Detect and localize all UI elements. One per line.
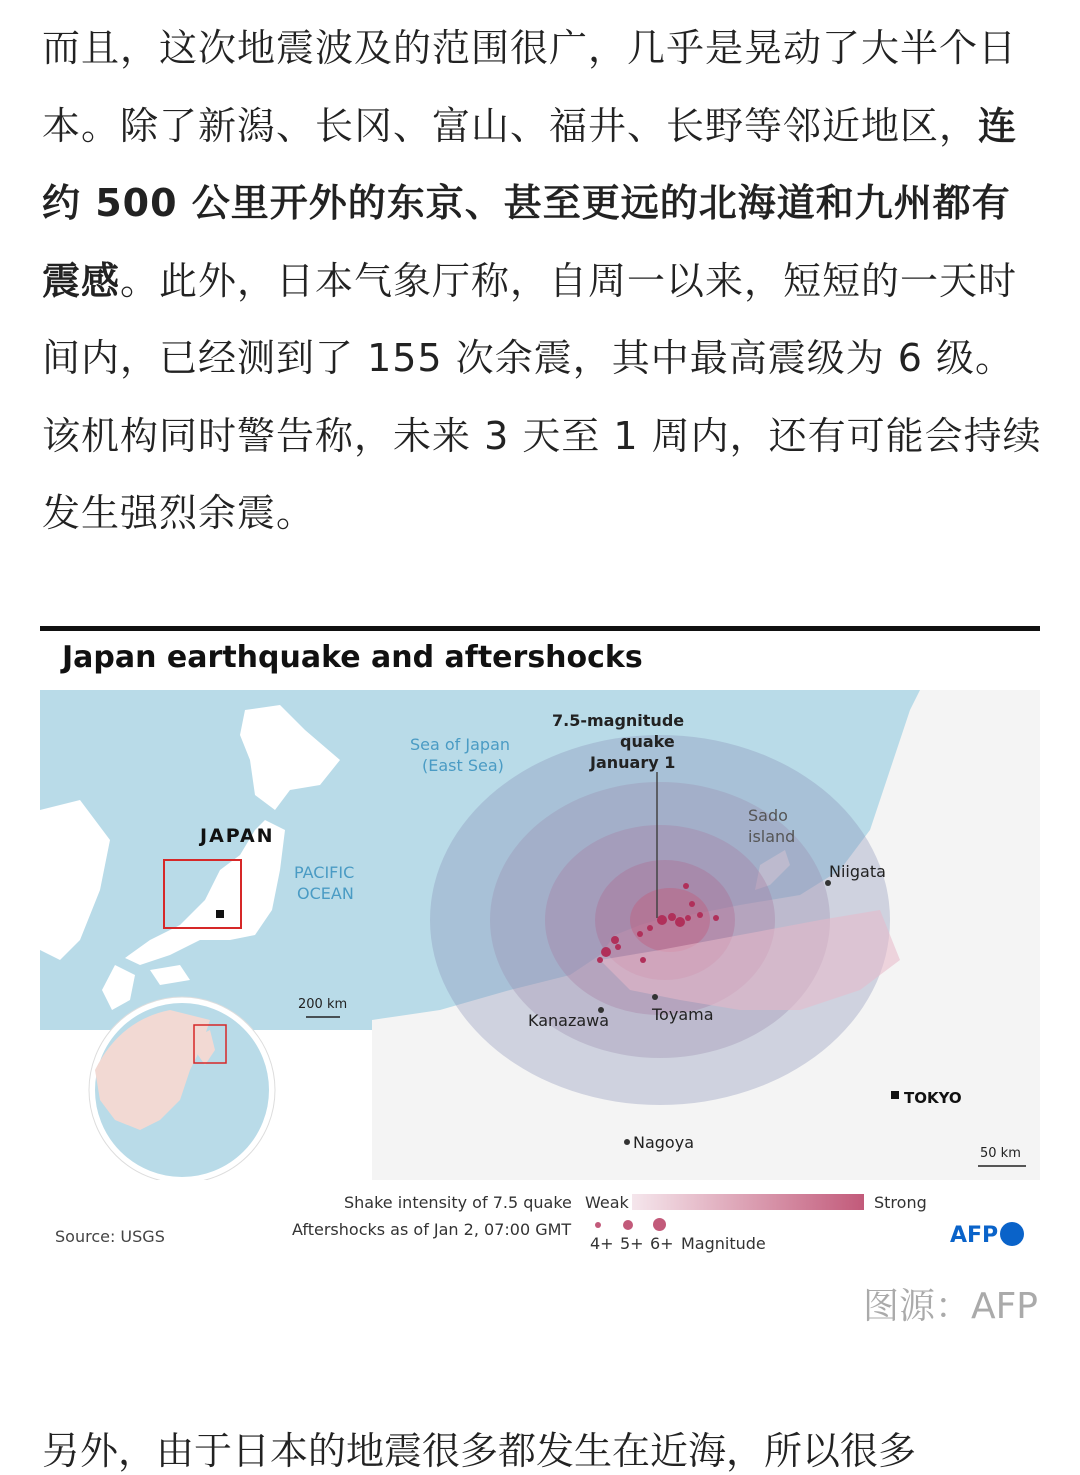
aftershock-dot [675,917,685,927]
quake-label-1: 7.5-magnitude [552,711,685,730]
aftershock-dot [615,944,621,950]
pacific-label-2: OCEAN [297,884,354,903]
scale-detail-label: 50 km [980,1146,1021,1161]
figure-top-rule [40,626,1040,631]
article-paragraph [42,10,1042,553]
paragraph-text-b: 。此外，日本气象厅称，自周一以来，短短的一天时间内，已经测到了 155 次余震，其中最高震级为 6 级。该机构同时警告称，未来 3 天至 1 周内，还有可能会持续发生强烈余震。 [42,258,1042,535]
legend-shake-label: Shake intensity of 7.5 quake [344,1193,572,1212]
nagoya-label: Nagoya [633,1133,694,1152]
afp-logo [950,1222,1024,1248]
magnitude-label: Magnitude [681,1234,766,1253]
aftershock-dot [657,915,667,925]
afp-logo-dot [1000,1222,1024,1246]
tokyo-label: TOKYO [904,1089,962,1107]
mag-6-label: 6+ [650,1234,674,1253]
sea-of-japan-label-1: Sea of Japan [410,735,511,754]
sea-of-japan-label-2: (East Sea) [422,756,504,775]
mag-5-label: 5+ [620,1234,644,1253]
aftershock-dot [689,901,695,907]
image-caption: 图源：AFP [862,1286,1038,1327]
toyama-label: Toyama [652,1005,714,1024]
figure-title: Japan earthquake and aftershocks [62,640,643,675]
paragraph-text-a: 而且，这次地震波及的范围很广，几乎是晃动了大半个日本。除了新潟、长冈、富山、福井、长野等邻近地区， [42,26,1018,148]
legend-strong-label: Strong [874,1193,927,1212]
aftershock-dot [713,915,719,921]
figure-source: Source: USGS [55,1227,165,1246]
aftershock-dot [647,925,653,931]
afp-logo-text: AFP [950,1223,999,1248]
aftershock-dot [611,936,619,944]
sado-label-2: island [748,827,796,846]
aftershock-dot [640,957,646,963]
aftershock-dot [637,931,643,937]
sado-label-1: Sado [748,806,788,825]
legend-weak-label: Weak [585,1193,629,1212]
mag-dot-6 [653,1218,666,1231]
mag-4-label: 4+ [590,1234,614,1253]
nagoya-marker [624,1139,630,1145]
japan-label: JAPAN [200,825,275,847]
toyama-marker [652,994,658,1000]
aftershock-dot [683,883,689,889]
earthquake-map [40,690,1040,1180]
aftershock-dot [601,947,611,957]
tokyo-marker-overview [216,910,224,918]
quake-label-2: quake [620,732,675,751]
mag-dot-4 [595,1222,601,1228]
pacific-label-1: PACIFIC [294,863,355,882]
tokyo-marker [891,1091,899,1099]
paragraph-bold-text: 连约 500 公里开外的东京、甚至更远的北海道和九州都有震感 [42,103,1018,303]
mag-dot-5 [623,1220,633,1230]
shake-gradient-bar [632,1194,864,1210]
aftershock-dot [697,912,703,918]
next-paragraph-partial: 另外，由于日本的地震很多都发生在近海，所以很多 [42,1429,917,1473]
kanazawa-label: Kanazawa [528,1011,610,1030]
aftershock-dot [668,913,676,921]
quake-label-3: January 1 [590,753,676,772]
niigata-label: Niigata [829,862,886,881]
aftershock-dot [597,957,603,963]
aftershock-dot [685,915,691,921]
scale-overview-label: 200 km [298,997,348,1012]
legend-aftershocks-label: Aftershocks as of Jan 2, 07:00 GMT [292,1220,572,1239]
